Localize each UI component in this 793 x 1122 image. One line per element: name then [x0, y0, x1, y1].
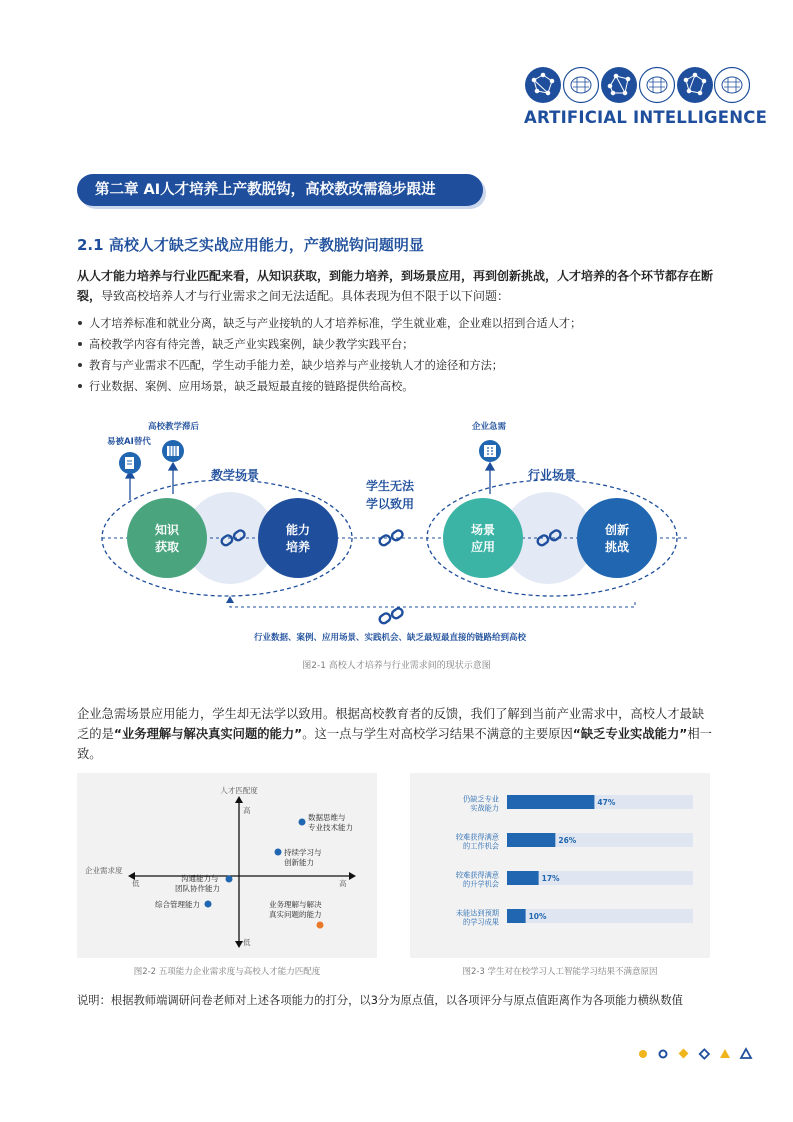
- circle-knowledge-line2: 获取: [154, 540, 180, 554]
- office-building-icon: [479, 440, 501, 462]
- label-ai-replace: 易被AI替代: [107, 437, 151, 447]
- point-label: 真实问题的能力: [269, 910, 322, 919]
- bar-value-label: 10%: [528, 912, 547, 921]
- circle-innovation-line1: 创新: [604, 523, 630, 537]
- bar-chart: [410, 773, 710, 958]
- circle-ability: [258, 498, 338, 578]
- bar-category-label: 的学习成果: [463, 917, 499, 927]
- point-label: 专业技术能力: [308, 823, 353, 832]
- triangle-icon: [720, 1049, 730, 1058]
- brand-title: ARTIFICIAL INTELLIGENCE: [524, 108, 768, 127]
- para2-part1: 企业急需场景应用能力，学生却无法学以致用。根据高校教育者的反馈，我们了解到当前产业需求中，高校人才最缺乏的是: [77, 707, 705, 741]
- quadrant-point: [205, 901, 212, 908]
- circle-knowledge-line1: 知识: [154, 523, 180, 537]
- label-enterprise-need: 企业急需: [472, 422, 507, 432]
- quadrant-chart: [77, 773, 377, 958]
- bar-category-label: 未能达到预期: [455, 908, 499, 918]
- label-teaching-lag: 高校教学滞后: [148, 422, 200, 432]
- list-item: 高校教学内容有待完善，缺乏产业实践案例，缺少教学实践平台；: [77, 334, 717, 355]
- figure-caption-2: 图2-2 五项能力企业需求度与高校人才能力匹配度: [133, 967, 321, 977]
- bar-value-label: 26%: [558, 836, 577, 845]
- bar-category-label: 较难获得满意: [455, 870, 499, 880]
- quadrant-point: [299, 819, 306, 826]
- point-label: 数据思维与: [308, 813, 346, 822]
- brain-icon: [640, 68, 675, 103]
- bar: [507, 833, 555, 847]
- bar-value-label: 47%: [597, 798, 616, 807]
- point-label: 综合管理能力: [155, 900, 200, 909]
- intro-paragraph: [77, 266, 713, 306]
- y-low-label: 低: [243, 938, 251, 947]
- bar-category-label: 仍缺乏专业: [463, 794, 499, 804]
- note-text: 说明：根据教师端调研问卷老师对上述各项能力的打分，以3分为原点值，以各项评分与原点值距离作为各项能力横纵数值: [77, 994, 683, 1007]
- network-icon: [525, 67, 561, 103]
- point-label: 创新能力: [284, 858, 314, 867]
- point-label: 业务理解与解决: [269, 900, 322, 909]
- point-label: 持续学习与: [284, 848, 322, 857]
- figure-caption-1: 图2-1 高校人才培养与行业需求间的现状示意图: [302, 661, 491, 671]
- intro-bold: 从人才能力培养与行业匹配来看，从知识获取，到能力培养，到场景应用，再到创新挑战，人才培养的各个环节都存在断裂，: [77, 269, 714, 303]
- network-icon: [677, 67, 713, 103]
- bottom-text: 行业数据、案例、应用场景、实践机会、缺乏最短最直接的链路给到高校: [253, 633, 527, 643]
- intro-rest: 导致高校培养人才与行业需求之间无法适配。具体表现为但不限于以下问题：: [101, 289, 510, 303]
- brain-icon: [564, 68, 599, 103]
- bar-category-label: 的工作机会: [463, 841, 499, 851]
- bar: [507, 909, 526, 923]
- para2-part3: 相一致。: [77, 727, 712, 761]
- y-axis-title: 人才匹配度: [220, 786, 258, 795]
- bar: [507, 871, 539, 885]
- circle-innovation-line2: 挑战: [604, 540, 630, 554]
- list-item: 教育与产业需求不匹配，学生动手能力差，缺少培养与产业接轨人才的途径和方法；: [77, 355, 717, 376]
- paragraph-2: [77, 704, 713, 764]
- point-label: 沟通能力与: [181, 874, 219, 883]
- section-heading: 高校人才缺乏实战应用能力，产教脱钩问题明显: [108, 236, 424, 254]
- middle-label-line2: 学以致用: [365, 497, 415, 511]
- bar-category-label: 的升学机会: [463, 879, 499, 889]
- document-robot-icon: [119, 452, 141, 474]
- issue-list: [77, 313, 717, 397]
- middle-label-line1: 学生无法: [365, 479, 415, 493]
- quadrant-point: [317, 922, 324, 929]
- bar-category-label: 实战能力: [470, 803, 499, 813]
- quadrant-point: [275, 849, 282, 856]
- circle-ability-line2: 培养: [285, 540, 311, 554]
- list-item: 行业数据、案例、应用场景，缺乏最短最直接的链路提供给高校。: [77, 376, 717, 397]
- circle-ability-line1: 能力: [285, 523, 311, 537]
- point-label: 团队协作能力: [175, 884, 220, 893]
- brain-icon: [715, 68, 750, 103]
- diagram-talent-gap: [90, 410, 700, 650]
- quadrant-point: [226, 876, 233, 883]
- triangle-outline-icon: [741, 1049, 751, 1058]
- dot-icon: [639, 1050, 647, 1058]
- bar-category-label: 较难获得满意: [455, 832, 499, 842]
- section-title: [77, 234, 424, 255]
- diamond-outline-icon: [700, 1049, 709, 1058]
- industry-scene-label: 行业场景: [527, 468, 577, 482]
- y-high-label: 高: [243, 806, 251, 815]
- list-item: 人才培养标准和就业分离，缺乏与产业接轨的人才培养标准，学生就业难，企业难以招到合适人才；: [77, 313, 717, 334]
- circle-scene: [443, 498, 523, 578]
- x-high-label: 高: [339, 879, 347, 888]
- figure-caption-3: 图2-3 学生对在校学习人工智能学习结果不满意原因: [462, 967, 658, 977]
- para2-bold2: “缺乏专业实战能力”: [572, 727, 688, 741]
- bar-value-label: 17%: [541, 874, 560, 883]
- bar: [507, 795, 594, 809]
- x-axis-title: 企业需求度: [85, 866, 123, 875]
- network-icon: [601, 67, 637, 103]
- section-number: 2.1: [77, 236, 104, 254]
- chapter-banner: 第二章 AI人才培养上产教脱钩，高校教改需稳步跟进: [77, 174, 483, 206]
- ring-icon: [660, 1051, 667, 1058]
- circle-knowledge: [127, 498, 207, 578]
- x-low-label: 低: [132, 879, 140, 888]
- broken-link-icon: [378, 607, 404, 625]
- teaching-scene-label: 教学场景: [210, 468, 260, 482]
- para2-part2: 。这一点与学生对高校学习结果不满意的主要原因: [302, 727, 573, 741]
- circle-scene-line1: 场景: [470, 523, 496, 537]
- footer-shapes: [636, 1046, 754, 1062]
- brand-logo-circles: [524, 66, 750, 104]
- circle-scene-line2: 应用: [470, 540, 496, 554]
- diamond-icon: [679, 1049, 689, 1059]
- para2-bold1: “业务理解与解决真实问题的能力”: [113, 727, 303, 741]
- building-books-icon: [162, 440, 184, 462]
- circle-innovation: [577, 498, 657, 578]
